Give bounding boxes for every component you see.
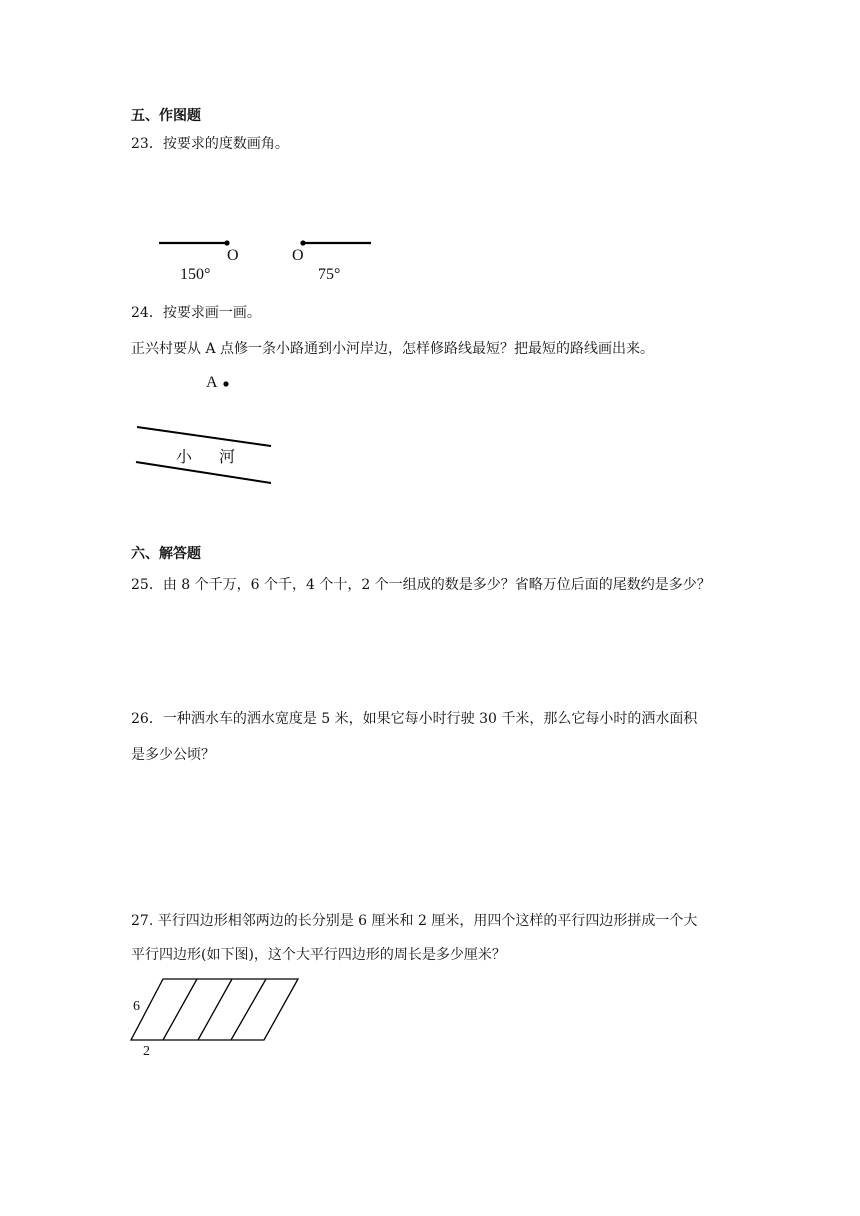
- question-26-line1: 26．一种洒水车的洒水宽度是 5 米，如果它每小时行驶 30 千米，那么它每小时的洒水面积: [131, 711, 698, 727]
- divider-line-3: [231, 979, 266, 1040]
- section-title-drawing: 五、作图题: [131, 108, 201, 124]
- question-25-text: 25．由 8 个千万，6 个千，4 个十，2 个一组成的数是多少？省略万位后面的尾数约是多少？: [131, 577, 711, 593]
- river-label-char2: 河: [219, 449, 236, 466]
- base-length-label: 2: [143, 1044, 150, 1059]
- river-label-char1: 小: [176, 449, 193, 466]
- question-27-line2: 平行四边形(如下图)，这个大平行四边形的周长是多少厘米？: [131, 947, 506, 963]
- question-26-line2: 是多少公顷？: [131, 747, 215, 763]
- point-a-label: A: [206, 374, 218, 391]
- divider-line-1: [163, 979, 197, 1040]
- angle1-degree-label: 150°: [180, 266, 211, 283]
- divider-line-2: [198, 979, 232, 1040]
- angle2-degree-label: 75°: [318, 266, 341, 283]
- question-24-text: 24．按要求画一画。: [131, 305, 261, 321]
- question-24-description: 正兴村要从 A 点修一条小路通到小河岸边，怎样修路线最短？把最短的路线画出来。: [131, 341, 655, 357]
- question-23-text: 23．按要求的度数画角。: [131, 136, 289, 152]
- angle1-vertex-label: O: [227, 247, 239, 264]
- side-length-label: 6: [133, 999, 140, 1014]
- section-title-solve: 六、解答题: [131, 546, 201, 562]
- question-27-line1: 27. 平行四边形相邻两边的长分别是 6 厘米和 2 厘米，用四个这样的平行四边形拼成一个大: [131, 913, 698, 929]
- angle2-vertex-label: O: [292, 247, 304, 264]
